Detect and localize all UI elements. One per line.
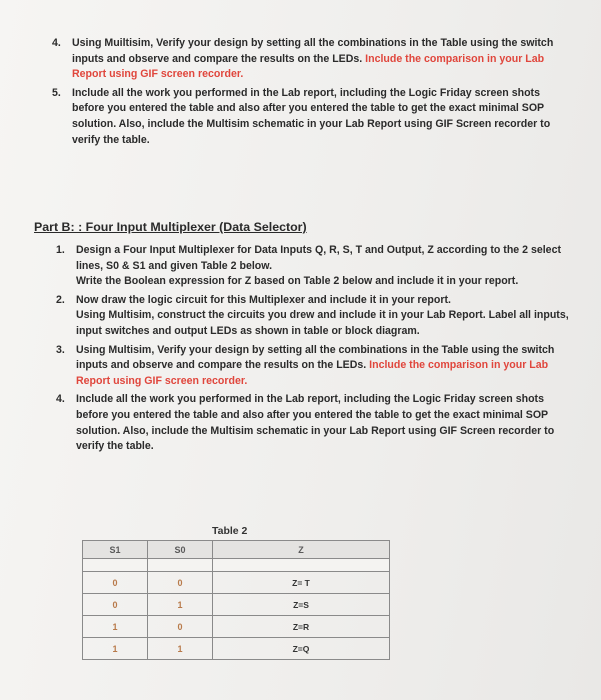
s0-cell: 0 (148, 572, 213, 594)
item-number: 4. (52, 37, 61, 49)
item-subtext: Write the Boolean expression for Z based on Table 2 below and include it in your report. (76, 275, 519, 288)
item-text: Using Multisim, Verify your design by setting all the combinations in the Table using the switch inputs and observe and compare the results on the LEDs. (76, 343, 555, 372)
table-row (83, 638, 390, 660)
item-text: Using Muiltisim, Verify your design by setting all the combinations in the Table using the switch inputs and observe and compare the results on the LEDs. (72, 37, 554, 65)
z-cell: Z= T (213, 572, 390, 594)
z-cell: Z=R (213, 616, 390, 638)
part-a-item (52, 36, 572, 83)
s1-cell: 1 (83, 616, 148, 638)
header-s1: S1 (83, 541, 148, 559)
part-b-item (56, 243, 571, 290)
truth-table (82, 540, 390, 660)
s1-cell: 1 (83, 638, 148, 660)
s0-cell: 1 (148, 638, 213, 660)
part-b-list (56, 243, 571, 458)
item-number: 5. (52, 86, 61, 99)
item-number: 4. (56, 393, 65, 406)
item-text: Now draw the logic circuit for this Multiplexer and include it in your report. (76, 293, 451, 306)
s1-cell: 0 (83, 572, 148, 594)
table-row (83, 616, 390, 638)
z-cell: Z=Q (213, 638, 390, 660)
item-text: Include all the work you performed in the Lab report, including the Logic Friday screen shots before you entered the table and also after you entered the table to get the exact minimal SOP solution. Also, include the Multisim schematic in your Lab Report using GIF Screen recorder to verify the table. (72, 86, 551, 146)
part-a-list (52, 36, 572, 151)
table-row (83, 594, 390, 616)
header-z: Z (213, 541, 390, 559)
part-b-item (56, 293, 571, 340)
s0-cell: 0 (148, 616, 213, 638)
item-number: 3. (56, 343, 65, 356)
item-subtext: Using Multisim, construct the circuits you drew and include it in your Lab Report. Label all inputs, input switches and output LEDs as shown in table or block diagram. (76, 309, 569, 337)
part-b-item (56, 392, 571, 454)
part-b-item (56, 343, 571, 390)
item-highlight-text: Include the comparison in your Lab Report using GIF screen recorder. (72, 52, 545, 81)
item-highlight-text: Include the comparison in your Lab Report using GIF screen recorder. (76, 359, 549, 387)
z-cell: Z=S (213, 594, 390, 616)
item-text: Design a Four Input Multiplexer for Data Inputs Q, R, S, T and Output, Z according to the 2 select lines, S0 & S1 and given Table 2 below. (76, 244, 561, 272)
s1-cell: 0 (83, 594, 148, 616)
part-a-item (52, 86, 572, 148)
table-row (83, 572, 390, 594)
table-caption: Table 2 (212, 525, 248, 537)
table-header-row (83, 541, 390, 559)
part-b-title: Part B: : Four Input Multiplexer (Data Selector) (34, 220, 307, 234)
s0-cell: 1 (148, 594, 213, 616)
item-number: 2. (56, 293, 65, 306)
table-spacer-row (83, 559, 390, 572)
item-text: Include all the work you performed in the Lab report, including the Logic Friday screen shots before you entered the table and also after you entered the table to get the exact minimal SOP solution. Also, include the Multisim schematic in your Lab Report using GIF Screen recorder to verify the table. (76, 393, 555, 453)
table-body (83, 559, 390, 660)
header-s0: S0 (148, 541, 213, 559)
item-number: 1. (56, 244, 65, 256)
